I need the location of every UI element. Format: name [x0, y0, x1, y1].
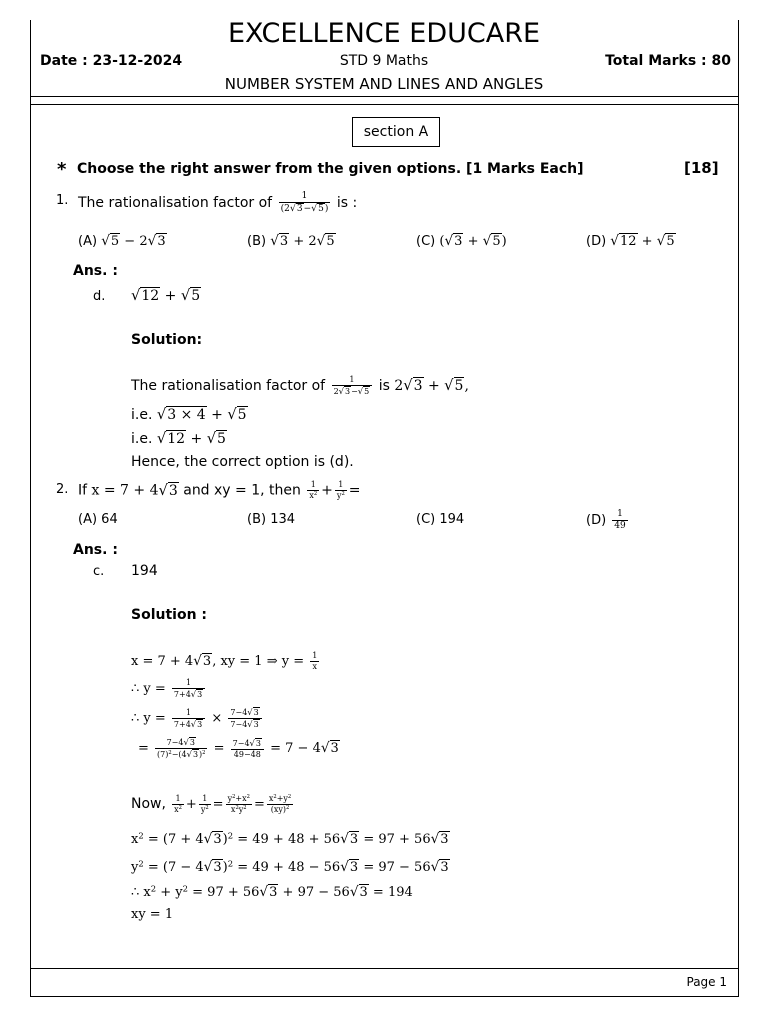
q1-option-d: (D) √12 + √5 [586, 233, 675, 249]
q2-question: If x = 7 + 4√3 and xy = 1, then $\frac{1}{x^2}$ + $\frac{1}{y^2}$ = [78, 480, 361, 500]
section-instruction: Choose the right answer from the given options. [1 Marks Each] [77, 161, 584, 177]
q2-option-a: (A) 64 [78, 512, 118, 527]
footer-divider [30, 968, 739, 969]
q1-option-a: (A) √5 − 2√3 [78, 233, 166, 249]
q1-ans-letter: d. [93, 289, 106, 304]
q1-ans-label: Ans. : [73, 263, 118, 279]
q2-ans-value: 194 [131, 563, 158, 579]
q1-solution-line1: The rationalisation factor of $\frac{1}{2√3-√5}$ is 2√3 + √5, [131, 375, 469, 396]
section-marks: [18] [684, 159, 719, 177]
q2-ans-letter: c. [93, 564, 105, 579]
q1-solution-line2: i.e. √3 × 4 + √5 [131, 406, 247, 423]
standard-subject: STD 9 Maths [339, 53, 429, 69]
q2-option-c: (C) 194 [416, 512, 465, 527]
total-marks: Total Marks : 80 [605, 53, 731, 69]
q2-step-2: ∴ y = $\frac{1}{7+4√3}$ [131, 679, 207, 699]
footer-bottom [30, 996, 739, 997]
q2-step-4: = $\frac{7-4√3}{(7)^2-(4√3)^2}$ = $\frac{7-4√3}{49-48}$ = 7 − 4√3 [138, 737, 339, 759]
frame-left [30, 20, 31, 997]
q2-step-5: Now, $\frac{1}{x^2}$ + $\frac{1}{y^2}$ = $\frac{y^2+x^2}{x^2y^2}$ = $\frac{x^2+y^2}{(xy)^2}$ [131, 794, 292, 814]
q1-solution-label: Solution: [131, 332, 203, 348]
header-divider-1 [30, 96, 739, 97]
q2-option-d: (D) $\frac{1}{49}$ [586, 509, 626, 531]
header-divider-2 [30, 104, 739, 105]
q2-ans-label: Ans. : [73, 542, 118, 558]
q1-option-b: (B) √3 + 2√5 [247, 233, 335, 249]
page-number: Page 1 [686, 975, 727, 989]
q1-option-c: (C) (√3 + √5) [416, 233, 507, 249]
chapter-title: NUMBER SYSTEM AND LINES AND ANGLES [224, 75, 544, 93]
q1-text-after: is : [336, 195, 358, 211]
q2-step-6: $x^2 = (7 + 4√3)^2 = 49 + 48 + 56√3 = 97 + 56√3$ [131, 830, 449, 847]
q1-ans-value: √12 + √5 [131, 287, 201, 304]
q2-number: 2. [56, 482, 69, 497]
q2-solution-label: Solution : [131, 607, 208, 623]
exam-date: Date : 23-12-2024 [40, 53, 183, 69]
school-title: EXCELLENCE EDUCARE [227, 18, 541, 49]
section-label [352, 117, 440, 147]
q2-step-9: xy = 1 [131, 907, 174, 922]
instruction-star: * [57, 159, 67, 180]
section-label-text: section A [363, 124, 429, 140]
q2-option-b: (B) 134 [247, 512, 296, 527]
q1-question [78, 192, 357, 214]
frame-right [738, 20, 739, 997]
q1-fraction: $\frac{1}{(2√3-√5)}$ [280, 191, 329, 214]
q2-step-8: ∴ $x^2 + y^2 = 97 + 56√3 + 97 - 56√3 = 194$ [131, 883, 413, 900]
q1-number: 1. [56, 193, 69, 208]
q2-step-3: ∴ y = $\frac{1}{7+4√3}$ × $\frac{7-4√3}{7-4√3}$ [131, 708, 264, 729]
q2-step-1: x = 7 + 4√3, xy = 1 ⇒ y = $\frac{1}{x}$ [131, 651, 318, 671]
q1-solution-line3: i.e. √12 + √5 [131, 430, 226, 447]
q1-conclusion: Hence, the correct option is (d). [131, 454, 354, 470]
q1-text: The rationalisation factor of [78, 195, 273, 211]
q2-step-7: $y^2 = (7 - 4√3)^2 = 49 + 48 - 56√3 = 97 - 56√3$ [131, 858, 449, 875]
